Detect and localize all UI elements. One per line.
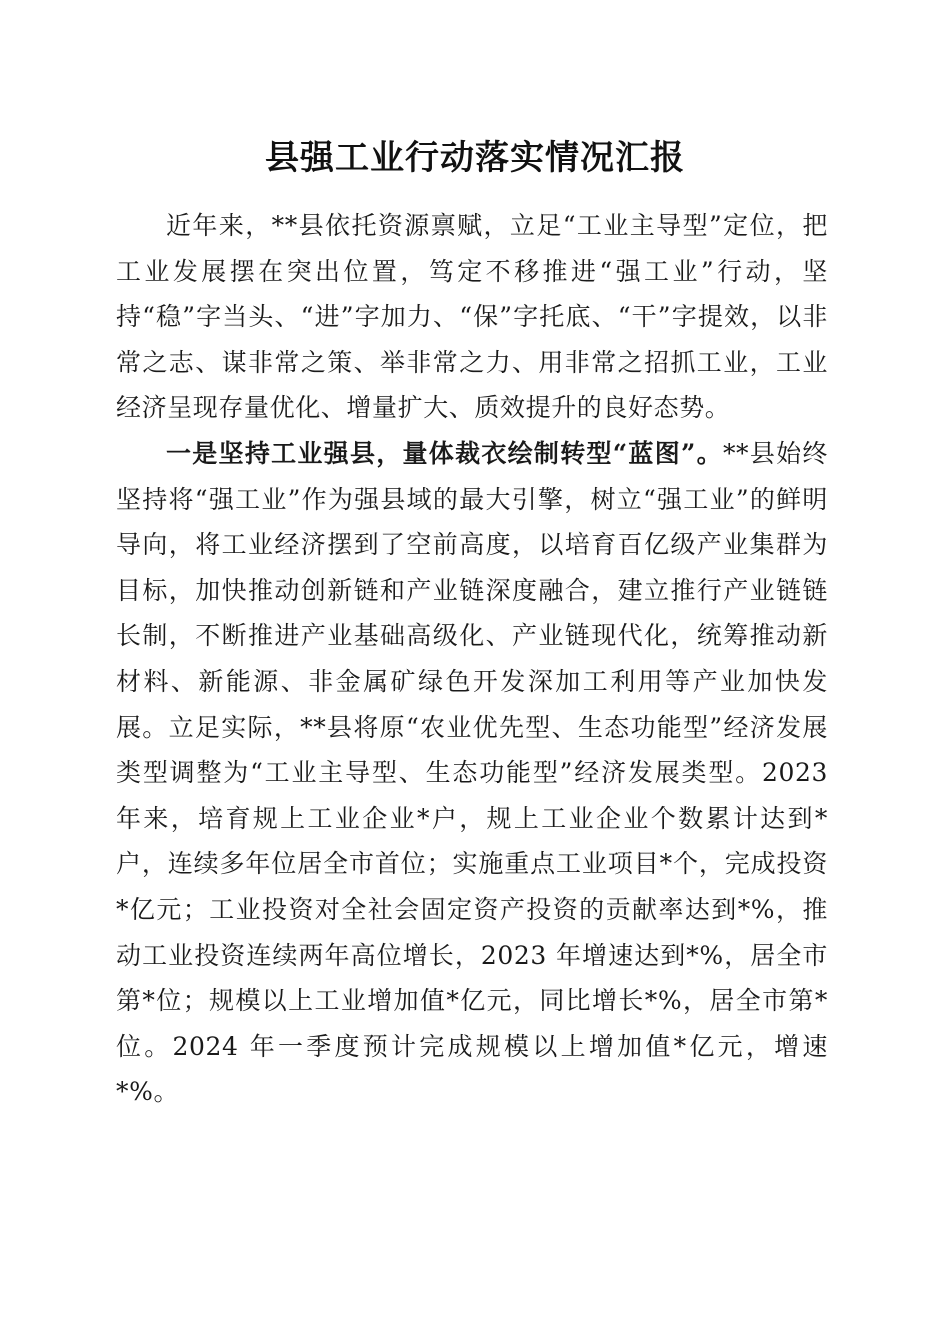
- document-body: [116, 203, 828, 1115]
- intro-paragraph: 近年来，**县依托资源禀赋，立足“工业主导型”定位，把工业发展摆在突出位置，笃定不移推进“强工业”行动，坚持“稳”字当头、“进”字加力、“保”字托底、“干”字提效，以非常之志、谋非常之策、举非常之力、用非常之招抓工业，工业经济呈现存量优化、增量扩大、质效提升的良好态势。: [116, 211, 828, 423]
- section-1-paragraph: [116, 431, 828, 1115]
- document-title: 县强工业行动落实情况汇报: [265, 138, 685, 178]
- section-1-heading: 一是坚持工业强县，量体裁衣绘制转型“蓝图”。: [166, 438, 723, 468]
- section-1-body: **县始终坚持将“强工业”作为强县域的最大引擎，树立“强工业”的鲜明导向，将工业经济摆到了空前高度，以培育百亿级产业集群为目标，加快推动创新链和产业链深度融合，建立推行产业链链长制，不断推进产业基础高级化、产业链现代化，统筹推动新材料、新能源、非金属矿绿色开发深加工利用等产业加快发展。立足实际，**县将原“农业优先型、生态功能型”经济发展类型调整为“工业主导型、生态功能型”经济发展类型。2023 年来，培育规上工业企业*户，规上工业企业个数累计达到*户，连续多年位居全市首位；实施重点工业项目*个，完成投资*亿元；工业投资对全社会固定资产投资的贡献率达到*%，推动工业投资连续两年高位增长，2023 年增速达到*%，居全市第*位；规模以上工业增加值*亿元，同比增长*%，居全市第*位。2024 年一季度预计完成规模以上增加值*亿元，增速*%。: [116, 438, 828, 1107]
